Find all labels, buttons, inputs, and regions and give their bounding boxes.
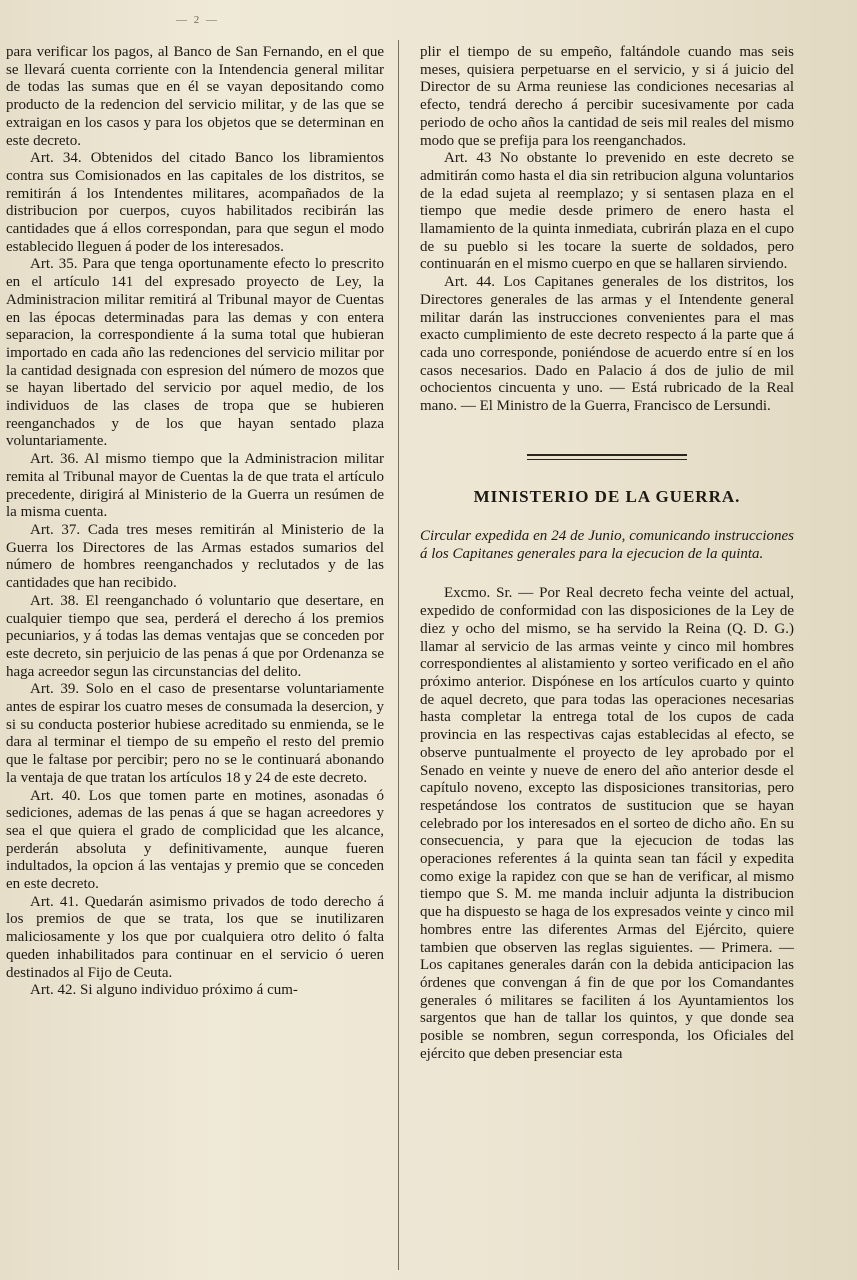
article-38: Art. 38. El reenganchado ó voluntario que desertare, en cualquier tiempo que sea, perderá el derecho á los premios pecuniarios, y á todas las demas ventajas que se conceden por este decreto, sin perjuicio de las penas á que por Ordenanza se haga acreedor segun las circunstancias del delito. (6, 592, 384, 680)
column-divider (398, 40, 399, 1270)
article-35: Art. 35. Para que tenga oportunamente efecto lo prescrito en el artículo 141 del expresado proyecto de Ley, la Administracion militar remitirá al Tribunal mayor de Cuentas en las épocas determinadas para las demas y con entera separacion, la correspondiente á la suma total que hubieran importado en cada año las redenciones del servicio militar por la cantidad designada con espresion del número de mozos que se hayan libertado del servicio por aquel medio, de los individuos de las clases de tropa que se hubieren reenganchados y de los que hayan sentado plaza voluntariamente. (6, 256, 384, 450)
paragraph: plir el tiempo de su empeño, faltándole cuando mas seis meses, quisiera perpetuarse en el servicio, y si á juicio del Director de su Arma reuniese las condiciones necesarias al efecto, tendrá derecho á percibir sucesivamente por cada periodo de ocho años la cantidad de seis mil reales del mismo modo que se prefija para los reenganchados. (420, 44, 794, 149)
section-separator (527, 454, 687, 460)
article-43: Art. 43 No obstante lo prevenido en este decreto se admitirán como hasta el dia sin retribucion alguna voluntarios de la edad sujeta al reemplazo; y si sentasen plaza en el tiempo que medie desde primero de enero hasta el llamamiento de la quinta inmediata, cubrirán plaza en el cupo de su pueblo si les tocare la suerte de soldados, pero continuarán en el mismo cuerpo en que se hallaren sirviendo. (420, 150, 794, 273)
article-41: Art. 41. Quedarán asimismo privados de todo derecho á los premios de que se trata, los que se inutilizaren maliciosamente y los que por cualquiera otro delito ó falta queden inhabilitados para continuar en el servicio ó ueren destinados al Fijo de Ceuta. (6, 893, 384, 981)
left-column (6, 44, 384, 1000)
article-37: Art. 37. Cada tres meses remitirán al Ministerio de la Guerra los Directores de las Armas estados sumarios del número de hombres reenganchados y reclutados y de las cantidades que han recibido. (6, 521, 384, 592)
circular-paragraph: Excmo. Sr. — Por Real decreto fecha veinte del actual, expedido de conformidad con las disposiciones de la Ley de diez y ocho del mismo, se ha servido la Reina (Q. D. G.) llamar al servicio de las armas veinte y cinco mil hombres correspondientes al alistamiento y sorteo verificado en el año próximo anterior. Dispónese en los artículos cuarto y quinto de aquel decreto, que para todas las operaciones necesarias hasta completar la entrega total de los cupos de cada provincia en las respectivas cajas establecidas al efecto, se observe puntualmente el proyecto de ley aprobado por el Senado en veinte y nueve de enero del año anterior desde el capítulo noveno, excepto las disposiciones transitorias, pero respetándose los contratos de sustitucion que se hayan celebrado por los interesados en el sorteo de dicho año. En su consecuencia, y para que la ejecucion de todas las operaciones referentes á la quinta sean tan fácil y expedita como exige la rapidez con que se han de verificar, al mismo tiempo que S. M. me manda incluir adjunta la distribucion que ha dispuesto se haga de los expresados veinte y cinco mil hombres entre las diferentes Armas del Ejército, quiere tambien que observen las reglas siguientes. — Primera. — Los capitanes generales darán con la debida anticipacion las órdenes que convengan á fin de que por los Comandantes generales ó militares se faciliten á los Ayuntamientos los sargentos que han de tallar los quintos, y que donde sea posible se nombren, segun corresponda, los Oficiales del ejército que deben presenciar esta (420, 585, 794, 1062)
article-40: Art. 40. Los que tomen parte en motines, asonadas ó sediciones, ademas de las penas á que se hagan acreedores y sea el que quiera el grado de complicidad que les alcance, perderán absoluta y definitivamente, aunque fueren indultados, la opcion á las ventajas y premio que se conceden en este decreto. (6, 787, 384, 893)
article-36: Art. 36. Al mismo tiempo que la Administracion militar remita al Tribunal mayor de Cuentas la de que trata el artículo precedente, dirigirá al Ministerio de la Guerra un resúmen de la misma cuenta. (6, 451, 384, 521)
section-title: MINISTERIO DE LA GUERRA. (473, 486, 741, 506)
circular-body (420, 585, 794, 1063)
circular-title: Circular expedida en 24 de Junio, comunicando instrucciones á los Capitanes generales para la ejecucion de la quinta. (420, 528, 794, 563)
paragraph: para verificar los pagos, al Banco de San Fernando, en el que se llevará cuenta corriente con la Intendencia general militar de todas las sumas que en él se vayan depositando como producto de la redencion del servicio militar, y de las que se extraigan en los casos y para los objetos que se determinan en este decreto. (6, 44, 384, 149)
article-42: Art. 42. Si alguno individuo próximo á cum- (30, 982, 298, 999)
article-44: Art. 44. Los Capitanes generales de los distritos, los Directores generales de las armas y el Intendente general militar darán las instrucciones convenientes para el mas exacto cumplimiento de este decreto respecto á la parte que á cada uno corresponde, poniéndose de acuerdo entre sí en los casos necesarios. Dado en Palacio á dos de julio de mil ochocientos cincuenta y uno. — Está rubricado de la Real mano. — El Ministro de la Guerra, Francisco de Lersundi. (420, 274, 794, 415)
right-column (420, 44, 794, 1063)
article-34: Art. 34. Obtenidos del citado Banco los libramientos contra sus Comisionados en las capitales de los distritos, se remitirán á los Intendentes militares, acompañados de la distribucion por cuerpos, cuyos habilitados recibirán las cantidades que á ellos correspondan, para que segun el modo establecido lleguen á poder de los interesados. (6, 150, 384, 255)
page-mark: — 2 — (176, 14, 219, 26)
article-39: Art. 39. Solo en el caso de presentarse voluntariamente antes de espirar los cuatro meses de consumada la desercion, y si su conducta posterior hubiese acreditado su enmienda, se le dara al terminar el tiempo de su empeño el resto del premio que le faltase por percibir; pero no se le continuará abonando la ventaja de que tratan los artículos 18 y 24 de este decreto. (6, 681, 384, 786)
